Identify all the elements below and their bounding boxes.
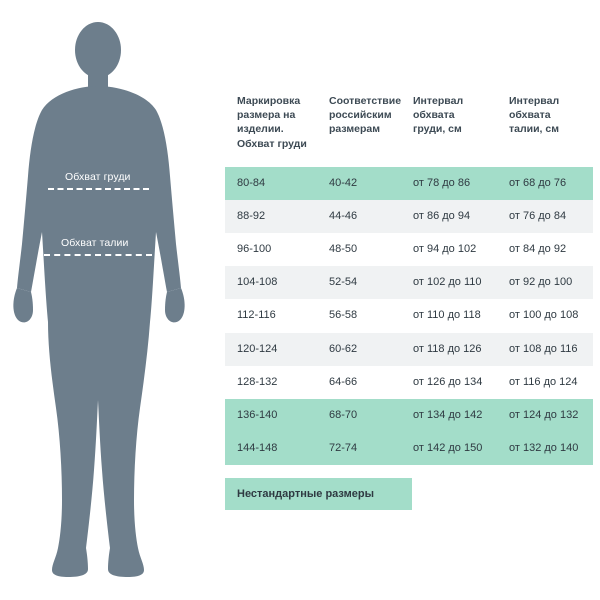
column-header-marking: Маркировка размера на изделии. Обхват груди <box>225 88 317 167</box>
table-body <box>225 167 593 466</box>
cell-ru-size: 68-70 <box>317 399 401 432</box>
cell-chest-range: от 134 до 142 <box>401 399 497 432</box>
cell-waist-range: от 116 до 124 <box>497 366 593 399</box>
table-row <box>225 266 593 299</box>
cell-marking: 112-116 <box>225 299 317 332</box>
cell-waist-range: от 84 до 92 <box>497 233 593 266</box>
cell-chest-range: от 110 до 118 <box>401 299 497 332</box>
nonstandard-sizes-note: Нестандартные размеры <box>225 478 412 510</box>
cell-ru-size: 60-62 <box>317 333 401 366</box>
cell-waist-range: от 76 до 84 <box>497 200 593 233</box>
cell-waist-range: от 124 до 132 <box>497 399 593 432</box>
cell-marking: 80-84 <box>225 167 317 200</box>
cell-marking: 136-140 <box>225 399 317 432</box>
body-silhouette-icon <box>0 0 225 600</box>
table-row <box>225 366 593 399</box>
chest-measure-line <box>48 188 149 190</box>
cell-ru-size: 72-74 <box>317 432 401 465</box>
cell-waist-range: от 132 до 140 <box>497 432 593 465</box>
size-table-wrapper <box>225 88 593 465</box>
table-row <box>225 299 593 332</box>
cell-waist-range: от 68 до 76 <box>497 167 593 200</box>
cell-chest-range: от 142 до 150 <box>401 432 497 465</box>
cell-marking: 96-100 <box>225 233 317 266</box>
cell-marking: 104-108 <box>225 266 317 299</box>
column-header-ru-size: Соответствие российским размерам <box>317 88 401 167</box>
cell-ru-size: 40-42 <box>317 167 401 200</box>
table-row <box>225 333 593 366</box>
cell-ru-size: 48-50 <box>317 233 401 266</box>
cell-chest-range: от 126 до 134 <box>401 366 497 399</box>
table-row <box>225 233 593 266</box>
cell-ru-size: 64-66 <box>317 366 401 399</box>
cell-ru-size: 56-58 <box>317 299 401 332</box>
chest-measure-label: Обхват груди <box>58 167 138 188</box>
cell-waist-range: от 92 до 100 <box>497 266 593 299</box>
waist-measure-line <box>44 254 152 256</box>
cell-marking: 144-148 <box>225 432 317 465</box>
cell-ru-size: 52-54 <box>317 266 401 299</box>
waist-measure-label: Обхват талии <box>54 233 135 254</box>
cell-waist-range: от 100 до 108 <box>497 299 593 332</box>
column-header-chest-range: Интервал обхвата груди, см <box>401 88 497 167</box>
table-header-row <box>225 88 593 167</box>
cell-marking: 128-132 <box>225 366 317 399</box>
cell-chest-range: от 78 до 86 <box>401 167 497 200</box>
column-header-waist-range: Интервал обхвата талии, см <box>497 88 593 167</box>
cell-marking: 120-124 <box>225 333 317 366</box>
cell-chest-range: от 118 до 126 <box>401 333 497 366</box>
cell-waist-range: от 108 до 116 <box>497 333 593 366</box>
table-header <box>225 88 593 167</box>
cell-chest-range: от 102 до 110 <box>401 266 497 299</box>
cell-chest-range: от 86 до 94 <box>401 200 497 233</box>
cell-chest-range: от 94 до 102 <box>401 233 497 266</box>
cell-marking: 88-92 <box>225 200 317 233</box>
size-table <box>225 88 593 465</box>
cell-ru-size: 44-46 <box>317 200 401 233</box>
body-figure <box>0 0 225 600</box>
table-row <box>225 432 593 465</box>
table-row <box>225 167 593 200</box>
table-row <box>225 399 593 432</box>
table-row <box>225 200 593 233</box>
